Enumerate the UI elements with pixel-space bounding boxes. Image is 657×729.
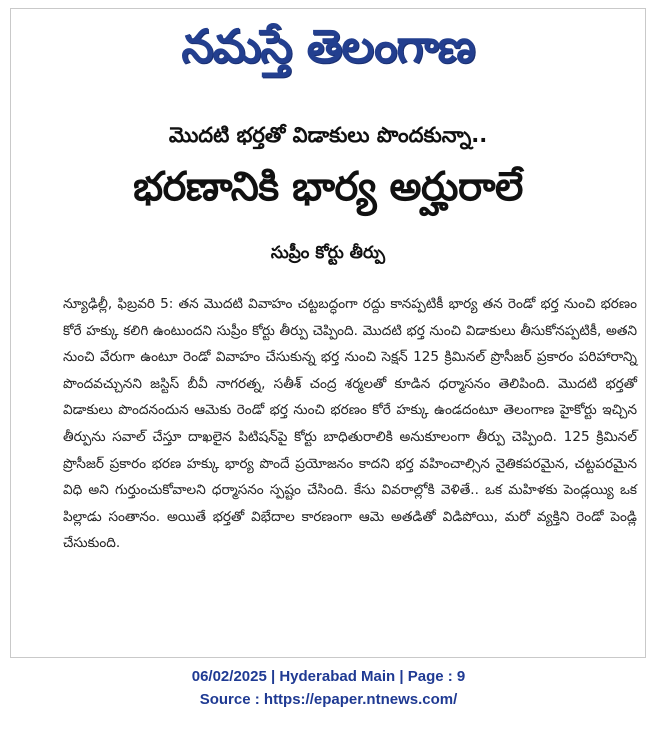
clipping-frame (10, 8, 646, 658)
article-body: న్యూఢిల్లీ, ఫిబ్రవరి 5: తన మొదటి వివాహం చట్టబద్ధంగా రద్దు కానప్పటికీ భార్య తన రెండో భర్త నుంచి భరణం కోరే హక్కు కలిగి ఉంటుందని సుప్రీం కోర్టు తీర్పు చెప్పింది. మొదటి భర్త నుంచి విడాకులు తీసుకోనప్పటికీ, అతని నుంచి వేరుగా ఉంటూ రెండో వివాహం చేసుకున్న భర్త నుంచి సెక్షన్ 125 క్రిమినల్ ప్రొసీజర్ ప్రకారం పరిహారాన్ని పొందవచ్చునని జస్టిస్ బీవీ నాగరత్న, సతీశ్ చంద్ర శర్మలతో కూడిన ధర్మాసనం తెలిపింది. మొదటి భర్తతో విడాకులు పొందనందున ఆమెకు రెండో భర్త నుంచి భరణం కోరే హక్కు ఉండదంటూ తెలంగాణ హైకోర్టు ఇచ్చిన తీర్పును సవాల్ చేస్తూ దాఖలైన పిటిషన్‌పై కోర్టు బాధితురాలికి అనుకూలంగా తీర్పు చెప్పింది. 125 క్రిమినల్ ప్రొసీజర్ ప్రకారం భరణ హక్కు భార్య పొందే ప్రయోజనం కాదని భర్త వహించాల్సిన నైతికపరమైన, చట్టపరమైన విధి అని గుర్తుంచుకోవాలని ధర్మాసనం స్పష్టం చేసింది. కేసు వివరాల్లోకి వెళితే.. ఒక మహిళకు పెండ్లయ్యి ఒక పిల్లాడు సంతానం. అయితే భర్తతో విభేదాల కారణంగా ఆమె అతడితో విడిపోయి, మరో వ్యక్తిని రెండో పెండ్లి చేసుకుంది. (63, 296, 637, 552)
article-kicker: మొదటి భర్తతో విడాకులు పొందకున్నా.. (168, 123, 488, 147)
footer-source-line: Source : https://epaper.ntnews.com/ (199, 691, 458, 708)
article-subhead: సుప్రీం కోర్టు తీర్పు (270, 243, 386, 263)
masthead-logo-text: నమస్తే తెలంగాణ (181, 19, 475, 73)
masthead (11, 13, 645, 79)
article-headline: భరణానికి భార్య అర్హురాలే (133, 164, 523, 210)
footer-date-line: 06/02/2025 | Hyderabad Main | Page : 9 (191, 668, 466, 685)
